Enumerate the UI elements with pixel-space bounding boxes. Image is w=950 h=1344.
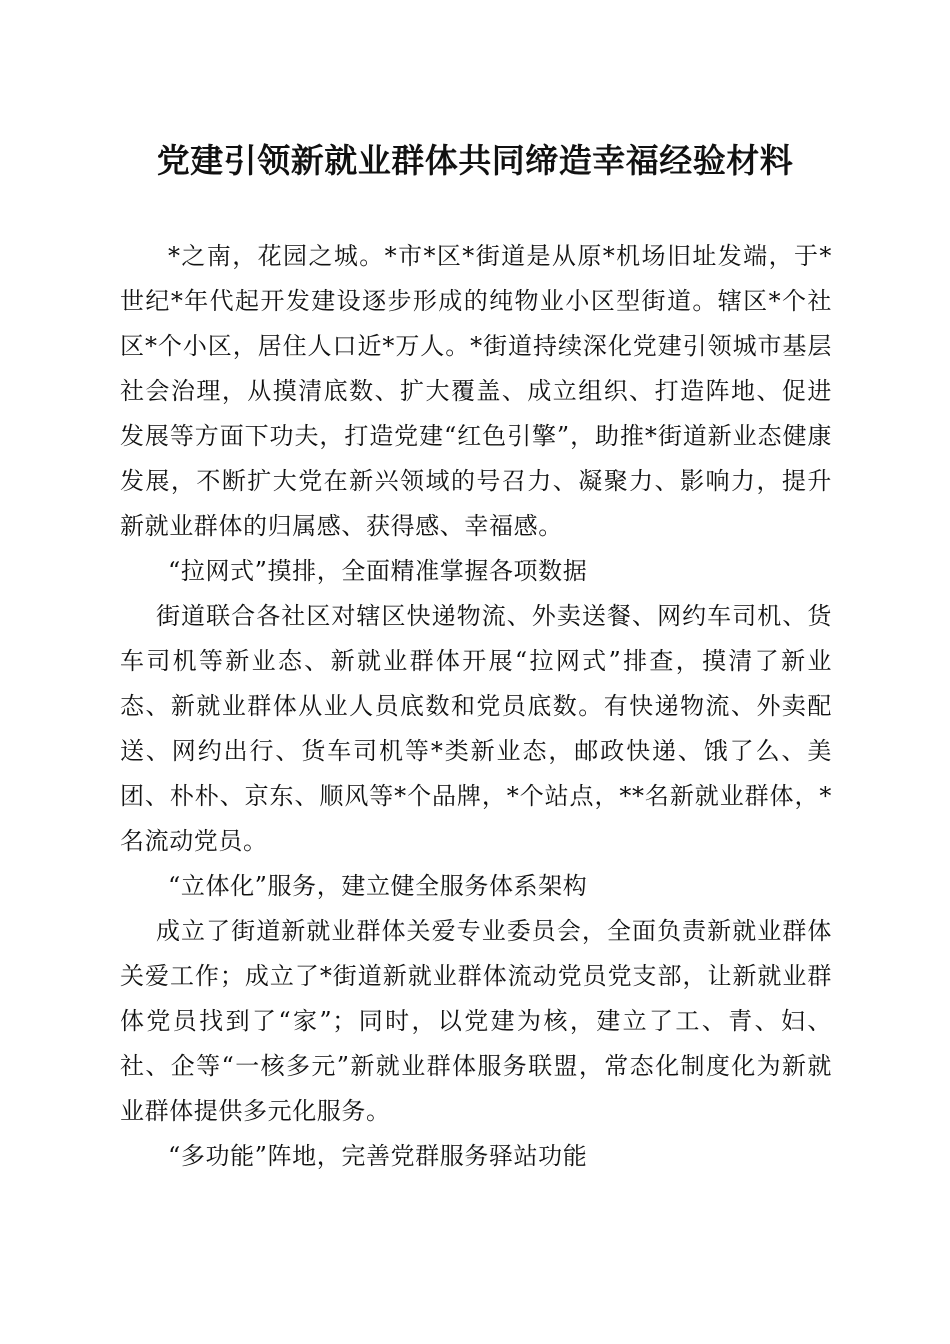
document-body xyxy=(120,234,832,1179)
section-heading-station: “多功能”阵地，完善党群服务驿站功能 xyxy=(168,1142,588,1170)
paragraph-service: 成立了街道新就业群体关爱专业委员会，全面负责新就业群体关爱工作；成立了*街道新就业群体流动党员党支部，让新就业群体党员找到了“家”；同时，以党建为核，建立了工、青、妇、社、企等“一核多元”新就业群体服务联盟，常态化制度化为新就业群体提供多元化服务。 xyxy=(120,917,832,1125)
document-title: 党建引领新就业群体共同缔造幸福经验材料 xyxy=(156,141,794,180)
paragraph-intro: *之南，花园之城。*市*区*街道是从原*机场旧址发端，于*世纪*年代起开发建设逐步形成的纯物业小区型街道。辖区*个社区*个小区，居住人口近*万人。*街道持续深化党建引领城市基层社会治理，从摸清底数、扩大覆盖、成立组织、打造阵地、促进发展等方面下功夫，打造党建“红色引擎”，助推*街道新业态健康发展，不断扩大党在新兴领域的号召力、凝聚力、影响力，提升新就业群体的归属感、获得感、幸福感。 xyxy=(120,242,832,540)
paragraph-survey: 街道联合各社区对辖区快递物流、外卖送餐、网约车司机、货车司机等新业态、新就业群体开展“拉网式”排查，摸清了新业态、新就业群体从业人员底数和党员底数。有快递物流、外卖配送、网约出行、货车司机等*类新业态，邮政快递、饿了么、美团、朴朴、京东、顺风等*个品牌，*个站点，**名新就业群体，*名流动党员。 xyxy=(120,602,832,855)
section-heading-survey: “拉网式”摸排，全面精准掌握各项数据 xyxy=(168,557,588,585)
section-heading-service: “立体化”服务，建立健全服务体系架构 xyxy=(168,872,588,900)
